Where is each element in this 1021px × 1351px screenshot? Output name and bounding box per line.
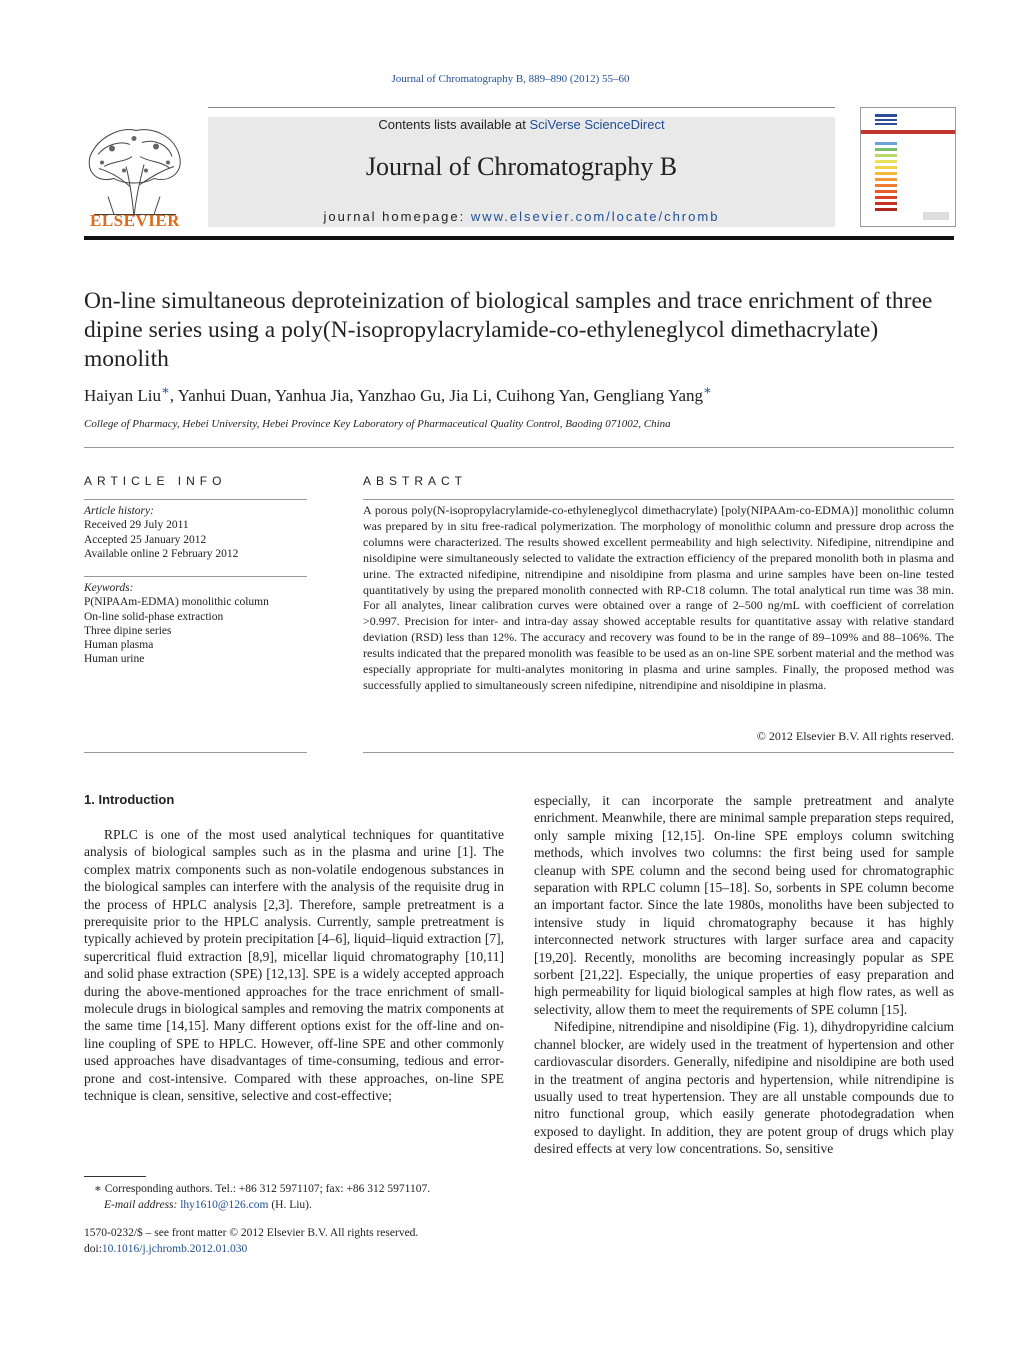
intro-paragraph-3: Nifedipine, nitrendipine and nisoldipine (Fig. 1), dihydropyridine calcium channel blocker, are widely used in the treatment of hypertension and other cardiovascular disorders. Generally, nifedipine and nisoldipine are both used in the treatment of angina pectoris and hypertension, while nitrendipine is usually used to treat hypertension. They are all unstable compounds due to nitro functional group, which easily generate photodegradation when exposed to daylight. In addition, they are potent group of drugs which play desired effects at very low concentrations. So, sensitive: [534, 1019, 954, 1157]
corresponding-author-mark[interactable]: ∗: [703, 382, 712, 398]
abstract-copyright: © 2012 Elsevier B.V. All rights reserved.: [756, 729, 954, 743]
info-bottom-rule: [84, 752, 307, 753]
author-separator: ,: [267, 386, 275, 405]
title-divider: [84, 447, 954, 448]
journal-title: Journal of Chromatography B: [365, 152, 678, 181]
author-list: [84, 382, 964, 406]
elsevier-wordmark: ELSEVIER: [90, 211, 180, 230]
author-name: Haiyan Liu: [84, 386, 161, 405]
intro-paragraph-2: especially, it can incorporate the sample pretreatment and analyte enrichment. Meanwhile, there are minimal sample preparation steps required, only sample mixing [12,15]. On-line SPE employs column switching methods, which involves two columns: the first being used for sample cleanup with SPE column and the second being used for chromatographic separation with RPLC column [15–18]. So, sorbents in SPE column become an important factor. Since the late 1980s, monoliths have been subjected to intensive study in liquid chromatography because it has highly interconnected network structures with larger surface area and capacity [19,20]. Recently, monoliths are becoming increasingly popular as SPE sorbent [21,22]. Especially, the unique properties of easy preparation and high permeability for liquid biological samples at high flow rates, as well as selectivity, allow them to meet the requirements of SPE column [15].: [534, 793, 954, 1017]
keyword-item: Human urine: [84, 653, 145, 666]
email-link[interactable]: lhy1610@126.com: [180, 1198, 269, 1211]
journal-homepage: [208, 209, 835, 224]
author-separator: ,: [169, 386, 178, 405]
author-name: Cuihong Yan: [496, 386, 585, 405]
author-name: Gengliang Yang: [593, 386, 704, 405]
article-title: On-line simultaneous deproteinization of biological samples and trace enrichment of three dipine series using a poly(N-isopropylacrylamide-co-ethyleneglycol dimethacrylate) monolith: [84, 288, 933, 372]
author-separator: ,: [584, 386, 594, 405]
header-thick-rule: [84, 236, 954, 240]
author-name: Yanhui Duan: [177, 386, 268, 405]
history-received: Received 29 July 2011: [84, 519, 189, 532]
history-accepted: Accepted 25 January 2012: [84, 533, 207, 546]
doi-link[interactable]: 10.1016/j.jchromb.2012.01.030: [101, 1242, 248, 1255]
author-separator: ,: [349, 386, 358, 405]
author-separator: ,: [487, 386, 497, 405]
homepage-link[interactable]: www.elsevier.com/locate/chromb: [470, 209, 720, 224]
doi-line: [84, 1242, 524, 1258]
author-separator: ,: [440, 386, 450, 405]
keywords: [84, 581, 307, 667]
article-info-heading: ARTICLE INFO: [84, 474, 227, 488]
affiliation: College of Pharmacy, Hebei University, Hebei Province Key Laboratory of Pharmaceutical Quality Control, Baoding 071002, China: [84, 418, 671, 430]
issn-footer: [84, 1226, 524, 1257]
keyword-item: On-line solid-phase extraction: [84, 610, 224, 623]
abstract-bottom-rule: [363, 752, 954, 753]
keywords-heading: Keywords:: [84, 582, 134, 594]
journal-citation[interactable]: Journal of Chromatography B, 889–890 (2012) 55–60: [391, 73, 630, 85]
homepage-prefix: journal homepage:: [323, 209, 471, 224]
abstract-heading: ABSTRACT: [363, 474, 468, 488]
journal-cover-thumbnail: [860, 107, 956, 227]
article-info-rule: [84, 499, 307, 500]
corresponding-authors: ∗ Corresponding authors. Tel.: +86 312 5971107; fax: +86 312 5971107.: [94, 1183, 431, 1195]
keyword-item: Human plasma: [84, 639, 154, 652]
article-history: [84, 504, 307, 561]
sciencedirect-link[interactable]: SciVerse ScienceDirect: [529, 117, 665, 132]
email-line: [94, 1198, 514, 1214]
author-name: Jia Li: [449, 386, 488, 405]
section-heading-introduction: 1. Introduction: [84, 792, 175, 807]
contents-prefix: Contents lists available at: [378, 117, 530, 132]
corresponding-footnote: [94, 1182, 514, 1213]
email-suffix: (H. Liu).: [268, 1198, 312, 1211]
history-heading: Article history:: [84, 505, 154, 517]
intro-right-column: [534, 792, 954, 1158]
footnote-rule: [84, 1176, 146, 1177]
keyword-item: Three dipine series: [84, 624, 172, 637]
issn-line: 1570-0232/$ – see front matter © 2012 Elsevier B.V. All rights reserved.: [84, 1227, 419, 1239]
header-divider: [208, 107, 835, 108]
corresponding-author-mark[interactable]: ∗: [160, 382, 170, 398]
history-online: Available online 2 February 2012: [84, 547, 239, 560]
abstract-text: A porous poly(N-isopropylacrylamide-co-ethyleneglycol dimethacrylate) [poly(NIPAAm-co-EDMA)] monolithic column was prepared by in situ free-radical polymerization. The morphology of monolithic column and pressure drop across the columns were characterized. The results showed excellent permeability and high selectivity. Nifedipine, nitrendipine and nisoldipine were simultaneously selected to validate the extraction efficiency of the prepared monolith both in plasma and urine. The extracted nifedipine, nitrendipine and nisoldipine from plasma and urine samples have been on-line tested quantitatively by using the prepared monolith connected with RP-C18 column. The total analytical run time was 38 min. For all analytes, linear calibration curves were obtained over a range of 2–500 ng/mL with coefficient of correlation >0.997. Precision for inter- and intra-day assay showed acceptable results for quantitative assay with relative standard deviation (RSD) less than 12%. The accuracy and recovery was found to be in the range of 89–109% and 88–106%. The results indicated that the prepared monolith was feasible to be used as an on-line SPE sorbent material and the method was especially appropriate for multi-analytes monitoring in plasma and urine samples. Finally, the proposed method was successfully applied to simultaneously screen nifedipine, nitrendipine and nisoldipine in plasma.: [363, 503, 954, 692]
abstract-rule: [363, 499, 954, 500]
intro-paragraph-1: RPLC is one of the most used analytical techniques for quantitative analysis of biological samples such as in the plasma and urine [1]. The complex matrix components such as non-volatile endogenous substances in the biological samples can interfere with the analysis of the requisite drug in the process of HPLC analysis [2,3]. Therefore, sample pretreatment is a prerequisite prior to the HPLC analysis. Currently, sample pretreatment is typically achieved by protein precipitation [4–6], liquid–liquid extraction [7], supercritical fluid extraction [8,9], micellar liquid chromatography [10,11] and solid phase extraction (SPE) [12,13]. SPE is a widely accepted approach during the above-mentioned approaches for the trace enrichment of small-molecule drugs in biological samples and removing the matrix components at the same time [14,15]. Many different options exist for the off-line and on-line coupling of SPE to HPLC. However, off-line SPE and other commonly used approaches have disadvantages of time-consuming, tedious and error-prone and cost-intensive. Compared with these approaches, on-line SPE technique is clean, sensitive, selective and cost-effective;: [84, 827, 504, 1104]
author-name: Yanhua Jia: [274, 386, 350, 405]
keywords-rule: [84, 576, 307, 577]
contents-line: [208, 117, 835, 132]
doi-prefix: doi:: [84, 1242, 102, 1255]
keyword-item: P(NIPAAm-EDMA) monolithic column: [84, 596, 269, 609]
author-name: Yanzhao Gu: [357, 386, 441, 405]
email-label: E-mail address:: [104, 1198, 181, 1211]
intro-left-column: [84, 826, 504, 1105]
